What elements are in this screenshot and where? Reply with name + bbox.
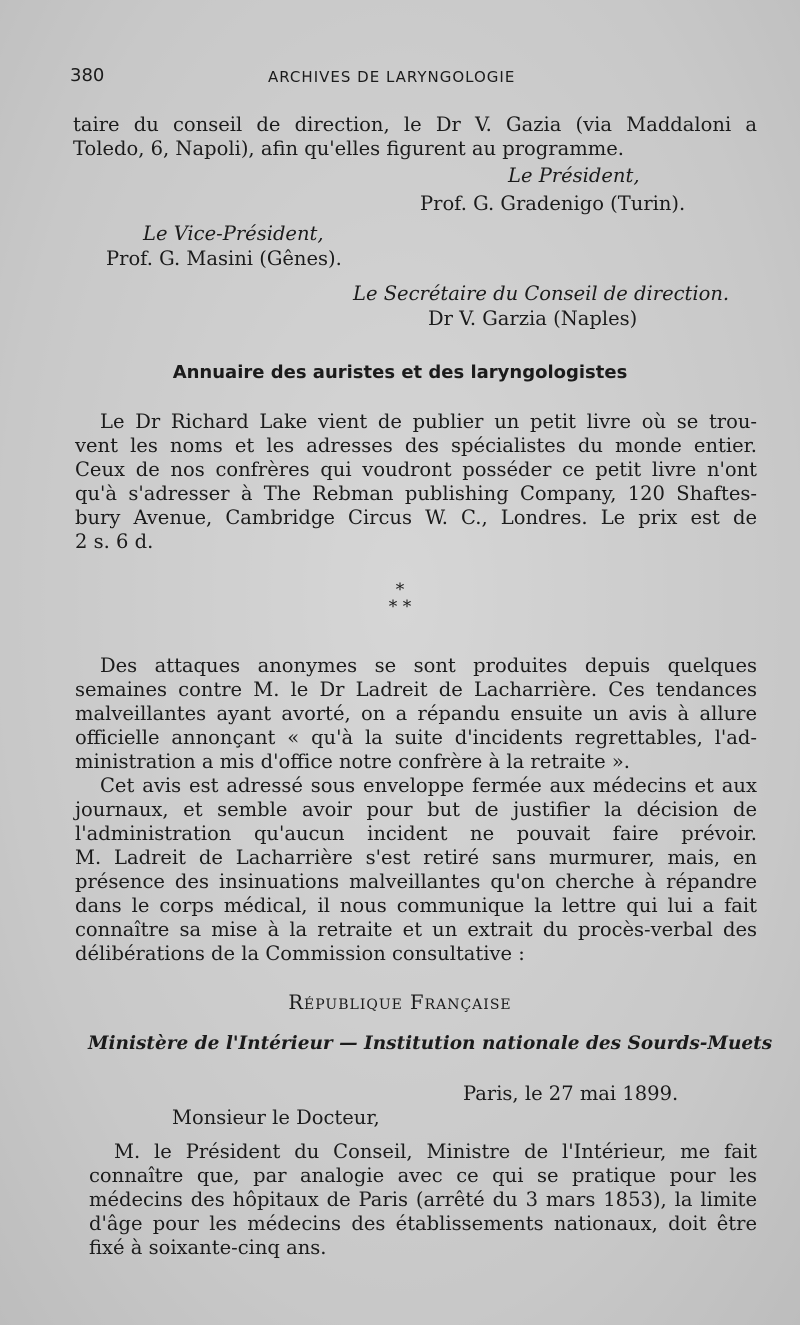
president-name: Prof. G. Gradenigo (Turin). [420, 192, 686, 215]
attaques-line-5: ministration a mis d'office notre confrère à la retraite ». [75, 750, 630, 773]
letter-body-line-3: médecins des hôpitaux de Paris (arrêté du 3 mars 1853), la limite [89, 1188, 757, 1211]
avis-line-1: Cet avis est adressé sous enveloppe fermée aux médecins et aux [100, 774, 757, 797]
annuaire-line-5: bury Avenue, Cambridge Circus W. C., Londres. Le prix est de [75, 506, 757, 529]
avis-line-4: M. Ladreit de Lacharrière s'est retiré sans murmurer, mais, en [75, 846, 757, 869]
annuaire-line-1: Le Dr Richard Lake vient de publier un petit livre où se trou- [100, 410, 757, 433]
letter-close-line-2: Toledo, 6, Napoli), afin qu'elles figurent au programme. [73, 137, 624, 160]
letter-salutation: Monsieur le Docteur, [172, 1106, 380, 1129]
attaques-line-1: Des attaques anonymes se sont produites depuis quelques [100, 654, 757, 677]
ministere-heading: Ministère de l'Intérieur — Institution nationale des Sourds-Muets [88, 1033, 773, 1054]
letter-body-line-1: M. le Président du Conseil, Ministre de l'Intérieur, me fait [114, 1140, 757, 1163]
attaques-line-2: semaines contre M. le Dr Ladreit de Lacharrière. Ces tendances [75, 678, 757, 701]
attaques-line-4: officielle annonçant « qu'à la suite d'incidents regrettables, l'ad- [75, 726, 757, 749]
avis-line-6: dans le corps médical, il nous communique la lettre qui lui a fait [75, 894, 757, 917]
annuaire-line-2: vent les noms et les adresses des spécialistes du monde entier. [75, 434, 757, 457]
asterism-top: * [395, 580, 405, 600]
letter-body-line-5: fixé à soixante-cinq ans. [89, 1236, 327, 1259]
asterism-bottom: * * [388, 597, 412, 617]
president-title: Le Président, [508, 164, 640, 187]
letter-close-line-1: taire du conseil de direction, le Dr V. Gazia (via Maddaloni a [73, 113, 757, 136]
avis-line-5: présence des insinuations malveillantes qu'on cherche à répandre [75, 870, 757, 893]
annuaire-line-3: Ceux de nos confrères qui voudront posséder ce petit livre n'ont [75, 458, 757, 481]
secretary-name: Dr V. Garzia (Naples) [428, 307, 638, 330]
annuaire-line-4: qu'à s'adresser à The Rebman publishing Company, 120 Shaftes- [75, 482, 757, 505]
vice-president-name: Prof. G. Masini (Gênes). [106, 247, 342, 270]
secretary-title: Le Secrétaire du Conseil de direction. [353, 282, 730, 305]
letter-date: Paris, le 27 mai 1899. [463, 1082, 679, 1105]
avis-line-8: délibérations de la Commission consultative : [75, 942, 525, 965]
annuaire-line-6: 2 s. 6 d. [75, 530, 154, 553]
avis-line-3: l'administration qu'aucun incident ne pouvait faire prévoir. [75, 822, 757, 845]
republique-heading: République Française [288, 991, 512, 1014]
avis-line-7: connaître sa mise à la retraite et un extrait du procès-verbal des [75, 918, 757, 941]
running-title: ARCHIVES DE LARYNGOLOGIE [268, 68, 516, 86]
vice-president-title: Le Vice-Président, [143, 222, 324, 245]
section-heading: Annuaire des auristes et des laryngologistes [172, 362, 628, 383]
attaques-line-3: malveillantes ayant avorté, on a répandu ensuite un avis à allure [75, 702, 757, 725]
page-number: 380 [70, 65, 105, 86]
letter-body-line-4: d'âge pour les médecins des établissements nationaux, doit être [89, 1212, 757, 1235]
letter-body-line-2: connaître que, par analogie avec ce qui se pratique pour les [89, 1164, 757, 1187]
avis-line-2: journaux, et semble avoir pour but de justifier la décision de [75, 798, 757, 821]
